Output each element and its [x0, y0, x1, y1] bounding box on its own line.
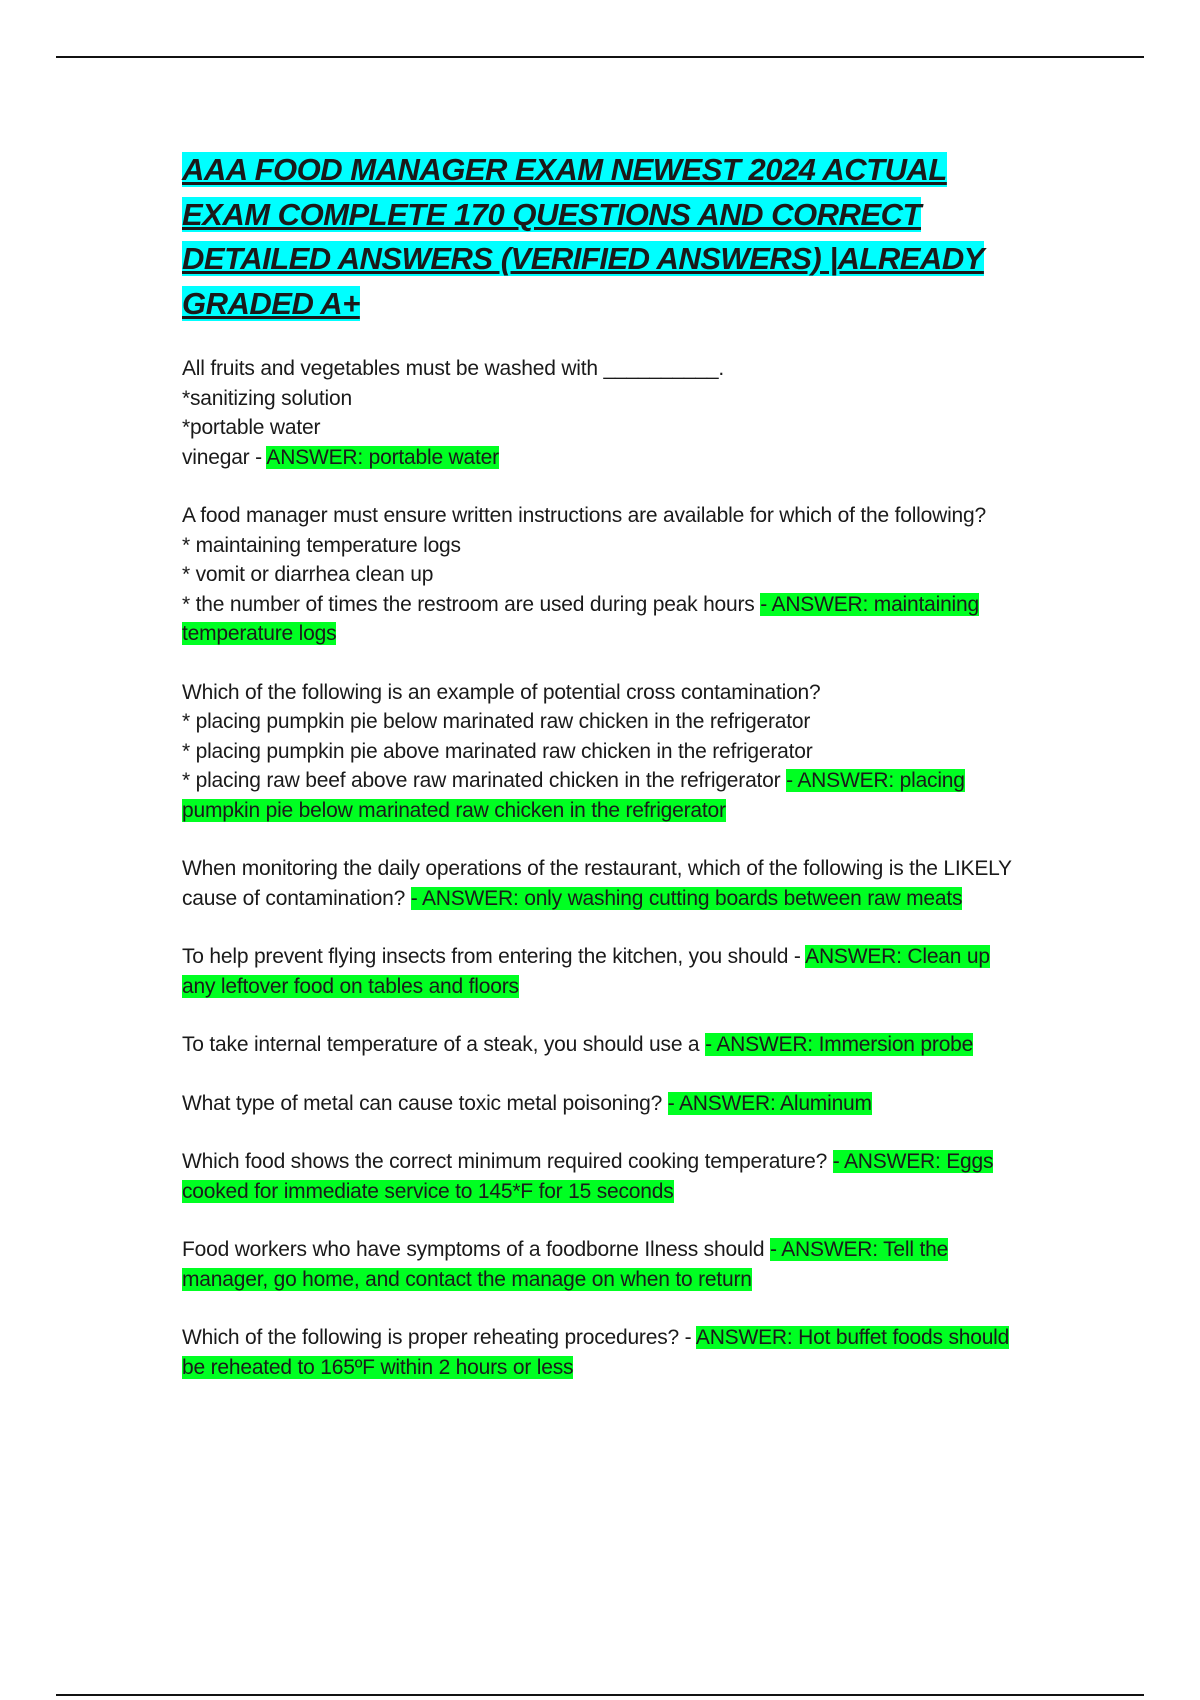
- option-text: vinegar: [182, 445, 250, 469]
- document-title: [182, 148, 1022, 326]
- question-text: Food workers who have symptoms of a foodborne Ilness should: [182, 1238, 765, 1261]
- question-text: All fruits and vegetables must be washed with __________.: [182, 357, 724, 380]
- document-title-text: AAA FOOD MANAGER EXAM NEWEST 2024 ACTUAL EXAM COMPLETE 170 QUESTIONS AND CORRECT DETAILED ANSWERS (VERIFIED ANSWERS) |ALREADY GRADED A+: [182, 152, 984, 321]
- document-body: [182, 148, 1022, 1411]
- answer-text: - ANSWER: placing pumpkin pie below marinated raw chicken in the refrigerator: [182, 769, 965, 822]
- answer-text: - ANSWER: maintaining temperature logs: [182, 592, 979, 645]
- question-text: To help prevent flying insects from entering the kitchen, you should: [182, 945, 789, 968]
- bottom-rule: [56, 1694, 1144, 1696]
- question-item: [182, 678, 1022, 826]
- question-text: To take internal temperature of a steak, you should use a: [182, 1033, 700, 1056]
- question-item: [182, 1089, 1022, 1119]
- option-text: * placing pumpkin pie below marinated raw chicken in the refrigerator: [182, 710, 811, 733]
- answer-text: ANSWER: portable water: [266, 445, 499, 469]
- option-text: * vomit or diarrhea clean up: [182, 563, 434, 586]
- answer-separator: [827, 1150, 833, 1173]
- answer-text: - ANSWER: Immersion probe: [705, 1033, 974, 1056]
- question-text: When monitoring the daily operations of the restaurant, which of the following is the LIKELY cause of contamination?: [182, 857, 1012, 910]
- option-text: * maintaining temperature logs: [182, 533, 461, 557]
- option-text: * the number of times the restroom are used during peak hours: [182, 592, 755, 616]
- answer-text: ANSWER: Clean up any leftover food on tables and floors: [182, 945, 990, 998]
- answer-separator: [405, 887, 411, 910]
- answer-separator: -: [788, 945, 806, 968]
- question-list: [182, 354, 1022, 1382]
- answer-separator: -: [678, 1326, 696, 1349]
- question-item: [182, 1030, 1022, 1060]
- answer-text: - ANSWER: Eggs cooked for immediate service to 145*F for 15 seconds: [182, 1150, 994, 1203]
- question-text: What type of metal can cause toxic metal poisoning?: [182, 1091, 663, 1115]
- option-text: * placing pumpkin pie above marinated raw chicken in the refrigerator: [182, 739, 813, 763]
- answer-text: - ANSWER: only washing cutting boards between raw meats: [410, 886, 963, 910]
- option-text: * placing raw beef above raw marinated chicken in the refrigerator: [182, 769, 781, 792]
- option-text: *sanitizing solution: [182, 386, 352, 410]
- answer-text: - ANSWER: Aluminum: [667, 1091, 872, 1115]
- answer-text: ANSWER: Hot buffet foods should be reheated to 165ºF within 2 hours or less: [182, 1326, 1010, 1379]
- question-text: Which of the following is proper reheating procedures?: [182, 1326, 679, 1349]
- question-item: [182, 942, 1022, 1001]
- question-item: [182, 1147, 1022, 1206]
- answer-text: - ANSWER: Tell the manager, go home, and contact the manage on when to return: [182, 1238, 949, 1291]
- question-item: [182, 1323, 1022, 1382]
- option-text: *portable water: [182, 416, 321, 439]
- answer-separator: [662, 1092, 668, 1115]
- question-item: [182, 501, 1022, 649]
- question-item: [182, 1235, 1022, 1294]
- question-item: [182, 854, 1022, 913]
- top-rule: [56, 56, 1144, 58]
- question-text: Which of the following is an example of potential cross contamination?: [182, 680, 821, 704]
- question-item: [182, 354, 1022, 472]
- answer-separator: -: [249, 445, 267, 469]
- question-text: Which food shows the correct minimum required cooking temperature?: [182, 1150, 828, 1173]
- question-text: A food manager must ensure written instructions are available for which of the following?: [182, 504, 986, 527]
